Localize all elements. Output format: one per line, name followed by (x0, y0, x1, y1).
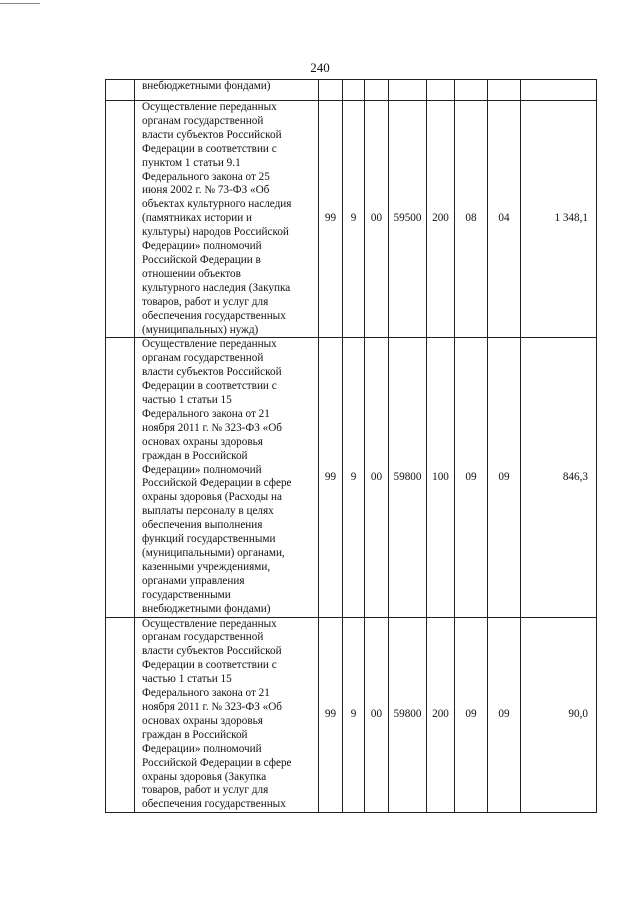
program-code-cell: 99 (319, 617, 343, 813)
subsection-code-cell: 09 (488, 338, 521, 617)
description-line: Российской Федерации в (142, 253, 261, 266)
program-code-cell: 99 (319, 101, 343, 338)
table-row (106, 338, 597, 617)
expense-code-cell: 59500 (389, 101, 427, 338)
budget-table (105, 79, 597, 813)
description-cell (135, 80, 319, 101)
subprogram-code-cell: 9 (343, 617, 365, 813)
description-line: Российской Федерации в сфере (142, 477, 292, 490)
subsection-code-cell: 09 (488, 617, 521, 813)
description-line: функций государственными (142, 533, 276, 546)
description-line: внебюджетными фондами) (142, 602, 271, 615)
description-line: власти субъектов Российской (142, 128, 282, 141)
description-line: граждан в Российской (142, 728, 248, 741)
description-line: (муниципальных) нужд) (142, 323, 259, 336)
program-code-cell: 99 (319, 338, 343, 617)
description-line: (памятниках истории и (142, 212, 253, 225)
subsection-code-cell (488, 80, 521, 101)
description-line: (муниципальными) органами, (142, 547, 285, 559)
table-row (106, 617, 597, 813)
description-line: Федерации» полномочий (142, 742, 262, 755)
description-cell (135, 617, 319, 813)
description-line: Федерации» полномочий (142, 240, 262, 253)
subprogram-code-cell (343, 80, 365, 101)
amount-cell: 90,0 (521, 617, 597, 813)
section-code-cell: 08 (455, 101, 488, 338)
description-line: товаров, работ и услуг для (142, 784, 269, 797)
table-row (106, 80, 597, 101)
description-line: Федерации в соответствии с (142, 659, 277, 672)
expense-type-code-cell: 200 (427, 617, 455, 813)
program-code-cell (319, 80, 343, 101)
description-line: частью 1 статьи 15 (142, 394, 232, 407)
section-code-cell (455, 80, 488, 101)
description-line: объектах культурного наследия (142, 198, 292, 211)
section-code-cell: 09 (455, 617, 488, 813)
amount-cell: 1 348,1 (521, 101, 597, 338)
description-line: казенными учреждениями, (142, 560, 271, 573)
description-cell (135, 101, 319, 338)
direction-code-cell: 00 (365, 617, 389, 813)
row-index-cell (106, 617, 135, 813)
description-line: основах охраны здоровья (142, 435, 263, 448)
direction-code-cell (365, 80, 389, 101)
expense-type-code-cell: 200 (427, 101, 455, 338)
amount-cell: 846,3 (521, 338, 597, 617)
description-line: Федерации в соответствии с (142, 380, 277, 393)
description-line: власти субъектов Российской (142, 366, 282, 379)
description-line: обеспечения выполнения (142, 519, 263, 532)
subprogram-code-cell: 9 (343, 101, 365, 338)
expense-type-code-cell: 100 (427, 338, 455, 617)
description-line: охраны здоровья (Расходы на (142, 491, 282, 504)
page-number: 240 (310, 60, 330, 75)
description-line: июня 2002 г. № 73-ФЗ «Об (142, 184, 270, 197)
direction-code-cell: 00 (365, 101, 389, 338)
table-row (106, 101, 597, 338)
description-line: внебюджетными фондами) (142, 80, 271, 92)
description-line: Осуществление переданных (142, 338, 277, 351)
expense-code-cell: 59800 (389, 617, 427, 813)
description-line: пунктом 1 статьи 9.1 (142, 156, 241, 169)
description-line: отношении объектов (142, 267, 241, 280)
description-line: обеспечения государственных (142, 309, 286, 322)
expense-code-cell (389, 80, 427, 101)
expense-code-cell: 59800 (389, 338, 427, 617)
row-index-cell (106, 338, 135, 617)
description-line: Федерации» полномочий (142, 463, 262, 476)
row-index-cell (106, 101, 135, 338)
description-line: Федерации в соответствии с (142, 142, 277, 155)
description-line: товаров, работ и услуг для (142, 295, 269, 308)
description-line: Осуществление переданных (142, 101, 277, 113)
description-line: частью 1 статьи 15 (142, 673, 232, 686)
description-line: органами управления (142, 574, 245, 587)
description-line: Российской Федерации в сфере (142, 756, 292, 769)
description-line: органам государственной (142, 114, 264, 127)
subprogram-code-cell: 9 (343, 338, 365, 617)
description-line: обеспечения государственных (142, 798, 286, 811)
amount-cell (521, 80, 597, 101)
description-line: выплаты персоналу в целях (142, 505, 274, 518)
scan-edge-mark (0, 3, 40, 4)
description-line: основах охраны здоровья (142, 714, 263, 727)
row-index-cell (106, 80, 135, 101)
direction-code-cell: 00 (365, 338, 389, 617)
section-code-cell: 09 (455, 338, 488, 617)
description-line: Федерального закона от 21 (142, 687, 270, 700)
description-line: Федерального закона от 25 (142, 170, 270, 183)
description-line: культуры) народов Российской (142, 226, 289, 239)
description-line: граждан в Российской (142, 449, 248, 462)
expense-type-code-cell (427, 80, 455, 101)
description-line: органам государственной (142, 631, 264, 644)
subsection-code-cell: 04 (488, 101, 521, 338)
description-line: государственными (142, 588, 231, 601)
description-line: Осуществление переданных (142, 617, 277, 630)
description-line: Федерального закона от 21 (142, 407, 270, 420)
description-line: ноября 2011 г. № 323-ФЗ «Об (142, 700, 283, 713)
description-cell (135, 338, 319, 617)
description-line: органам государственной (142, 352, 264, 365)
description-line: ноября 2011 г. № 323-ФЗ «Об (142, 421, 283, 434)
description-line: власти субъектов Российской (142, 645, 282, 658)
description-line: культурного наследия (Закупка (142, 281, 291, 294)
description-line: охраны здоровья (Закупка (142, 770, 267, 783)
